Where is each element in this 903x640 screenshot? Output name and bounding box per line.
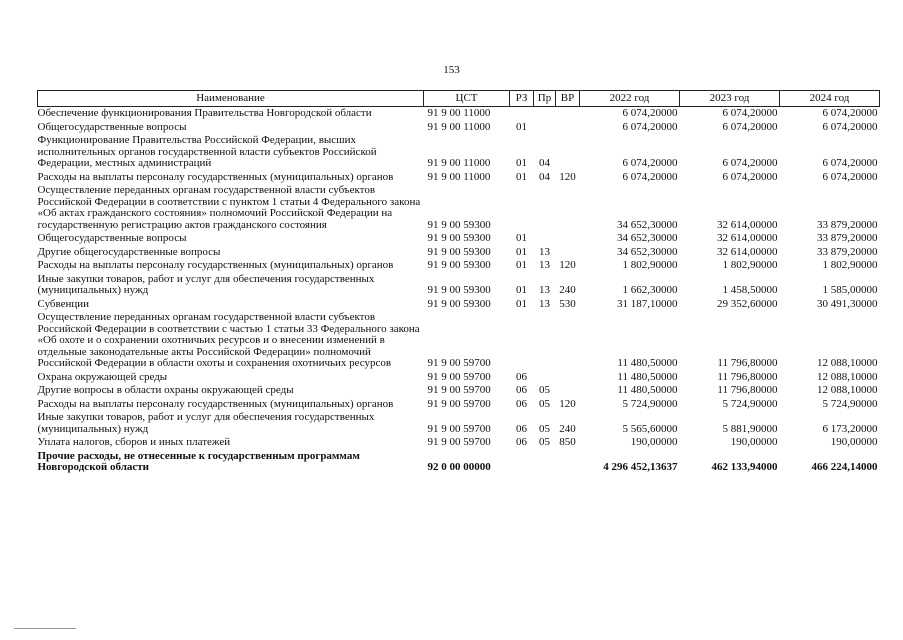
row-cst: 91 9 00 11000 [427,120,491,133]
table-row [38,384,880,398]
row-2024: 33 879,20000 [817,245,878,258]
row-2023: 5 724,90000 [722,397,778,410]
table-row [38,311,880,371]
row-2024: 1 585,00000 [822,284,878,296]
row-vr [556,134,580,171]
table-body [38,107,880,475]
row-2022: 6 074,20000 [622,157,678,169]
header-cst: ЦСТ [424,91,510,107]
row-2023: 5 881,90000 [722,422,778,435]
row-rz: 06 [516,436,527,448]
row-vr [556,121,580,135]
row-name: Иные закупки товаров, работ и услуг для обеспечения государственных (муниципальных) нужд [37,411,375,435]
row-rz: 06 [516,384,527,396]
table-row [38,171,880,185]
header-2024: 2024 год [780,91,880,107]
row-2022: 1 662,30000 [622,284,678,296]
table-row [38,246,880,260]
row-2022: 5 565,60000 [622,422,678,435]
row-2023: 29 352,60000 [717,297,778,310]
row-cst: 91 9 00 11000 [427,170,491,183]
row-2023: 462 133,94000 [711,461,778,473]
row-rz: 06 [516,422,527,435]
row-2022: 11 480,50000 [617,370,678,383]
row-pr [534,107,556,121]
row-2024: 6 173,20000 [822,422,878,435]
table-row [38,411,880,436]
row-2024: 6 074,20000 [822,157,878,169]
row-pr: 05 [539,436,550,448]
row-rz: 06 [516,397,527,410]
row-2024: 6 074,20000 [822,170,878,183]
table-row [38,121,880,135]
row-pr [534,232,556,246]
row-2024: 1 802,90000 [822,259,878,271]
header-2022: 2022 год [580,91,680,107]
row-cst: 91 9 00 11000 [427,157,491,169]
row-2023: 11 796,80000 [717,357,778,369]
row-pr [534,371,556,385]
row-vr [556,384,580,398]
row-2023: 1 458,50000 [722,284,778,296]
row-2023: 190,00000 [730,436,778,448]
row-2023: 32 614,00000 [717,232,778,244]
row-2024: 12 088,10000 [817,384,878,396]
row-2024: 190,00000 [830,436,878,448]
header-rz: РЗ [510,91,534,107]
row-pr [534,311,556,371]
row-2023: 6 074,20000 [722,107,778,119]
table-header-row [38,91,880,107]
footer-divider [14,628,76,629]
row-2024: 30 491,30000 [817,297,878,310]
table-row [38,184,880,232]
row-vr [556,371,580,385]
row-cst: 92 0 00 00000 [427,461,491,473]
row-cst: 91 9 00 59300 [427,259,491,271]
row-2023: 1 802,90000 [722,259,778,271]
row-vr [556,246,580,260]
row-name: Прочие расходы, не отнесенные к государственным программам Новгородской области [37,449,360,473]
row-pr: 05 [539,384,550,396]
row-vr: 120 [559,259,576,271]
row-cst: 91 9 00 59700 [427,397,491,410]
row-pr: 13 [539,284,550,296]
table-row [38,436,880,450]
row-2022: 34 652,30000 [617,232,678,244]
table-row [38,273,880,298]
row-cst: 91 9 00 59700 [427,384,491,396]
row-pr: 13 [539,259,550,271]
row-vr: 120 [559,397,576,410]
row-cst: 91 9 00 59300 [427,284,491,296]
row-vr [556,311,580,371]
row-rz: 01 [516,170,527,183]
row-2024: 5 724,90000 [822,397,878,410]
row-2022: 6 074,20000 [622,170,678,183]
row-2022: 1 802,90000 [622,259,678,271]
row-2022: 190,00000 [630,436,678,448]
row-cst: 91 9 00 59700 [427,357,491,369]
row-rz: 01 [516,284,527,296]
row-vr [556,184,580,232]
row-pr [534,184,556,232]
table-row [38,371,880,385]
row-pr: 13 [539,245,550,258]
row-name: Другие вопросы в области охраны окружающей среды [37,384,294,396]
row-vr [556,107,580,121]
row-pr [534,121,556,135]
table-row [38,232,880,246]
table-row [38,107,880,121]
row-name: Уплата налогов, сборов и иных платежей [37,436,231,448]
row-name: Общегосударственные вопросы [37,232,187,244]
row-2023: 6 074,20000 [722,157,778,169]
row-pr: 04 [539,170,550,183]
row-pr [534,450,556,475]
row-rz: 01 [516,245,527,258]
row-2024: 33 879,20000 [817,232,878,244]
row-2023: 32 614,00000 [717,218,778,231]
row-rz [510,107,534,121]
row-name: Иные закупки товаров, работ и услуг для обеспечения государственных (муниципальных) нужд [37,272,375,296]
row-2024: 12 088,10000 [817,370,878,383]
row-name: Обеспечение функционирования Правительства Новгородской области [37,107,372,119]
header-pr: Пр [534,91,556,107]
row-pr: 05 [539,397,550,410]
row-rz [510,450,534,475]
row-2022: 4 296 452,13637 [603,461,678,473]
row-cst: 91 9 00 59700 [427,436,491,448]
row-vr: 120 [559,170,576,183]
row-rz [510,184,534,232]
row-cst: 91 9 00 59300 [427,245,491,258]
row-2022: 6 074,20000 [622,107,678,119]
row-2024: 466 224,14000 [811,461,878,473]
row-rz: 01 [516,232,527,244]
row-name: Субвенции [37,297,90,310]
row-name: Расходы на выплаты персоналу государственных (муниципальных) органов [37,259,394,271]
header-vr: ВР [556,91,580,107]
row-2024: 12 088,10000 [817,357,878,369]
row-2022: 34 652,30000 [617,218,678,231]
row-vr: 240 [559,422,576,435]
row-name: Функционирование Правительства Российской Федерации, высших исполнительных органов государственной власти субъектов Российской Федерации, местных администраций [37,134,377,169]
row-vr: 850 [559,436,576,448]
row-rz: 01 [516,120,527,133]
row-cst: 91 9 00 59300 [427,297,491,310]
header-2023: 2023 год [680,91,780,107]
row-pr: 13 [539,297,550,310]
table-row [38,134,880,171]
table-row [38,450,880,475]
row-cst: 91 9 00 59300 [427,218,491,231]
table-row [38,398,880,412]
row-2022: 31 187,10000 [617,297,678,310]
row-2023: 32 614,00000 [717,245,778,258]
row-name: Осуществление переданных органам государственной власти субъектов Российской Федерации в соответствии с частью 1 статьи 33 Федерального закона «Об охоте и о сохранении охотничьих ресурсов и о внесении изменений в отдельные законодательные акты Российской Федерации» полномочий Российской Федерации в области охоты и сохранения охотничьих ресурсов [37,311,420,369]
row-name: Расходы на выплаты персоналу государственных (муниципальных) органов [37,397,394,410]
header-name: Наименование [38,91,424,107]
row-vr [556,450,580,475]
row-2024: 6 074,20000 [822,120,878,133]
row-rz [510,311,534,371]
row-2022: 34 652,30000 [617,245,678,258]
row-name: Охрана окружающей среды [37,370,168,383]
row-pr: 04 [539,157,550,169]
row-vr [556,232,580,246]
row-cst: 91 9 00 59300 [427,232,491,244]
row-name: Осуществление переданных органам государственной власти субъектов Российской Федерации в соответствии с пунктом 1 статьи 4 Федерального закона «Об актах гражданского состояния» полномочий Российской Федерации на государственную регистрацию актов гражданского состояния [37,184,421,231]
row-name: Другие общегосударственные вопросы [37,245,221,258]
row-cst: 91 9 00 11000 [427,107,491,119]
row-2022: 11 480,50000 [617,357,678,369]
table-row [38,298,880,312]
row-name: Расходы на выплаты персоналу государственных (муниципальных) органов [37,170,394,183]
row-2024: 33 879,20000 [817,218,878,231]
row-cst: 91 9 00 59700 [427,422,491,435]
row-2022: 5 724,90000 [622,397,678,410]
row-pr: 05 [539,422,550,435]
row-rz: 01 [516,259,527,271]
row-rz: 01 [516,157,527,169]
row-2023: 11 796,80000 [717,370,778,383]
table-row [38,259,880,273]
budget-table [37,90,880,475]
row-cst: 91 9 00 59700 [427,370,491,383]
row-name: Общегосударственные вопросы [37,120,187,133]
row-2023: 11 796,80000 [717,384,778,396]
row-2023: 6 074,20000 [722,120,778,133]
row-2022: 11 480,50000 [617,384,678,396]
row-2024: 6 074,20000 [822,107,878,119]
page-number: 153 [443,64,460,76]
row-vr: 240 [559,284,576,296]
row-rz: 06 [516,370,527,383]
row-2022: 6 074,20000 [622,120,678,133]
row-2023: 6 074,20000 [722,170,778,183]
row-vr: 530 [559,297,576,310]
row-rz: 01 [516,297,527,310]
